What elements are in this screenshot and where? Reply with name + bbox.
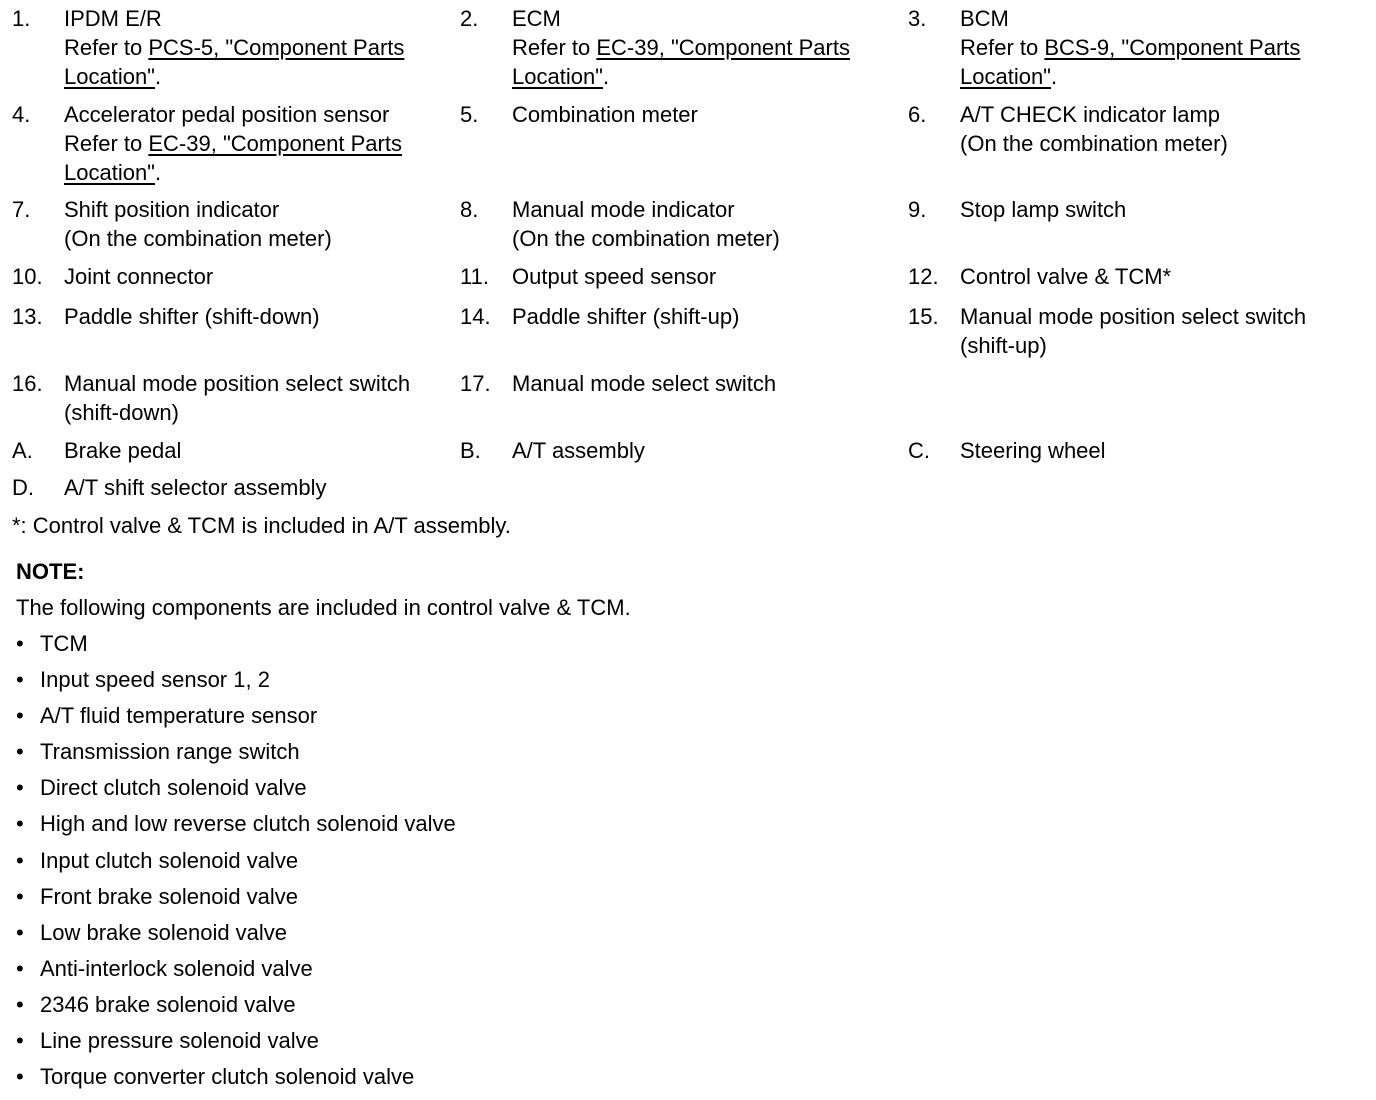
- item-name: Manual mode select switch: [512, 371, 777, 396]
- item-number: 2.: [460, 6, 479, 31]
- item-number: 16.: [12, 371, 43, 396]
- item-reference: Refer to EC-39, "Component Parts: [512, 35, 850, 60]
- item-name: Combination meter: [512, 102, 698, 127]
- item-reference: Refer to EC-39, "Component Parts: [64, 131, 402, 156]
- item-detail: (On the combination meter): [960, 131, 1228, 156]
- item-number: 15.: [908, 304, 939, 329]
- reference-link[interactable]: BCS-9, "Component Parts: [1044, 35, 1301, 60]
- bullet-icon: •: [16, 847, 24, 873]
- item-name: ECM: [512, 6, 561, 31]
- bullet-icon: •: [16, 667, 24, 693]
- item-detail: (shift-up): [960, 333, 1047, 358]
- item-name: Shift position indicator: [64, 197, 280, 222]
- item-name: Control valve & TCM*: [960, 264, 1172, 289]
- item-name: Steering wheel: [960, 438, 1106, 463]
- item-name: Paddle shifter (shift-down): [64, 304, 320, 329]
- bullet-icon: •: [16, 739, 24, 765]
- item-number: 3.: [908, 6, 927, 31]
- item-detail: (On the combination meter): [512, 226, 780, 251]
- bullet-icon: •: [16, 703, 24, 729]
- note-heading: NOTE:: [16, 559, 85, 584]
- item-number: 17.: [460, 371, 491, 396]
- reference-link[interactable]: EC-39, "Component Parts: [596, 35, 850, 60]
- item-number: 11.: [460, 264, 489, 289]
- item-name: Output speed sensor: [512, 264, 717, 289]
- item-name: Manual mode position select switch: [64, 371, 411, 396]
- item-name: Stop lamp switch: [960, 197, 1127, 222]
- item-reference: Refer to PCS-5, "Component Parts: [64, 35, 405, 60]
- bullet-icon: •: [16, 775, 24, 801]
- item-name: Accelerator pedal position sensor: [64, 102, 390, 127]
- reference-link[interactable]: PCS-5, "Component Parts: [148, 35, 405, 60]
- item-name: Joint connector: [64, 264, 214, 289]
- bullet-icon: •: [16, 919, 24, 945]
- reference-link-continued[interactable]: Location": [512, 64, 603, 89]
- bullet-icon: •: [16, 1064, 24, 1090]
- reference-link-continued[interactable]: Location": [64, 64, 155, 89]
- item-letter: C.: [908, 438, 930, 463]
- note-text: The following components are included in control valve & TCM.: [16, 595, 631, 620]
- item-number: 6.: [908, 102, 927, 127]
- item-number: 4.: [12, 102, 31, 127]
- item-number: 7.: [12, 197, 31, 222]
- item-number: 10.: [12, 264, 43, 289]
- bullet-icon: •: [16, 811, 24, 837]
- item-letter: B.: [460, 438, 481, 463]
- item-number: 1.: [12, 6, 31, 31]
- item-detail: (shift-down): [64, 400, 179, 425]
- item-name: Manual mode position select switch: [960, 304, 1307, 329]
- bullet-icon: •: [16, 883, 24, 909]
- reference-link[interactable]: EC-39, "Component Parts: [148, 131, 402, 156]
- item-name: Brake pedal: [64, 438, 182, 463]
- item-number: 9.: [908, 197, 927, 222]
- item-number: 5.: [460, 102, 479, 127]
- bullet-icon: •: [16, 991, 24, 1017]
- item-number: 12.: [908, 264, 939, 289]
- item-number: 14.: [460, 304, 491, 329]
- reference-link-continued[interactable]: Location": [960, 64, 1051, 89]
- item-letter: D.: [12, 475, 34, 500]
- item-number: 13.: [12, 304, 43, 329]
- item-name: IPDM E/R: [64, 6, 162, 31]
- item-name: A/T shift selector assembly: [64, 475, 327, 500]
- item-name: Manual mode indicator: [512, 197, 735, 222]
- footnote: *: Control valve & TCM is included in A/T assembly.: [12, 513, 511, 538]
- item-letter: A.: [12, 438, 33, 463]
- item-number: 8.: [460, 197, 479, 222]
- bullet-icon: •: [16, 955, 24, 981]
- item-name: A/T assembly: [512, 438, 645, 463]
- bullet-icon: •: [16, 631, 24, 656]
- item-name: A/T CHECK indicator lamp: [960, 102, 1221, 127]
- item-name: BCM: [960, 6, 1009, 31]
- reference-link-continued[interactable]: Location": [64, 160, 155, 185]
- item-reference: Refer to BCS-9, "Component Parts: [960, 35, 1301, 60]
- item-name: Paddle shifter (shift-up): [512, 304, 740, 329]
- bullet-icon: •: [16, 1028, 24, 1054]
- item-detail: (On the combination meter): [64, 226, 332, 251]
